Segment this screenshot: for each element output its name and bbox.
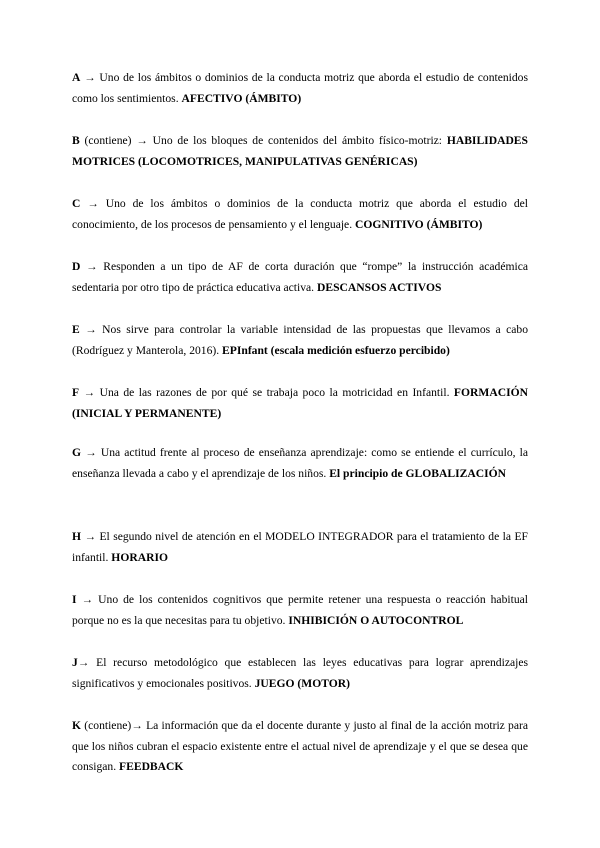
entry-letter: F — [72, 386, 80, 399]
entry-answer: El principio de GLOBALIZACIÓN — [329, 466, 507, 480]
entry-definition: → Uno de los ámbitos o dominios de la conducta motriz que aborda el estudio del conocimiento, de los procesos de pensamiento y el lenguaje. — [72, 197, 528, 231]
entry-letter: J — [72, 656, 78, 669]
entry-f — [72, 383, 528, 424]
entry-letter: B — [72, 134, 80, 147]
entry-e — [72, 320, 528, 361]
entry-answer: JUEGO (MOTOR) — [254, 676, 351, 690]
entry-definition: → El segundo nivel de atención en el MODELO INTEGRADOR para el tratamiento de la EF infantil. — [72, 530, 528, 564]
entry-answer: HABILIDADES MOTRICES (LOCOMOTRICES, MANIPULATIVAS GENÉRICAS) — [72, 134, 528, 168]
entry-letter: I — [72, 593, 77, 606]
entry-h — [72, 527, 528, 568]
entry-definition: (contiene)→ La información que da el docente durante y justo al final de la acción motriz para que los niños cubran el espacio existente entre el actual nivel de aprendizaje y el que se desea que consigan. — [72, 719, 528, 773]
entry-d — [72, 257, 528, 298]
entry-letter: C — [72, 197, 81, 210]
entry-letter: E — [72, 323, 80, 336]
entry-letter: A — [72, 71, 81, 84]
entry-letter: K — [72, 719, 82, 732]
entry-g — [72, 443, 528, 484]
entry-answer: HORARIO — [111, 550, 168, 564]
entry-answer: FORMACIÓN (INICIAL Y PERMANENTE) — [72, 386, 528, 420]
entry-i — [72, 590, 528, 631]
entry-letter: H — [72, 530, 82, 543]
entry-letter: G — [72, 446, 82, 459]
entry-answer: AFECTIVO (ÁMBITO) — [181, 91, 302, 105]
entry-answer: DESCANSOS ACTIVOS — [316, 280, 442, 294]
entry-definition: → Una de las razones de por qué se trabaja poco la motricidad en Infantil. — [79, 386, 454, 399]
entry-answer: EPInfant (escala medición esfuerzo percibido) — [222, 343, 450, 357]
entry-definition: → El recurso metodológico que establecen las leyes educativas para lograr aprendizajes significativos y emocionales positivos. — [72, 656, 528, 690]
entry-j — [72, 653, 528, 694]
entry-k — [72, 716, 528, 778]
entry-definition: → Una actitud frente al proceso de enseñanza aprendizaje: como se entiende el currículo, la enseñanza llevada a cabo y el aprendizaje de los niños. — [72, 446, 528, 480]
entry-c — [72, 194, 528, 235]
entry-definition: → Nos sirve para controlar la variable intensidad de las propuestas que llevamos a cabo (Rodríguez y Manterola, 2016). — [72, 323, 528, 357]
entry-definition: → Uno de los ámbitos o dominios de la conducta motriz que aborda el estudio de contenidos como los sentimientos. — [72, 71, 528, 105]
entry-definition: → Responden a un tipo de AF de corta duración que “rompe” la instrucción académica sedentaria por otro tipo de práctica educativa activa. — [72, 260, 528, 294]
entry-a — [72, 68, 528, 109]
entry-answer: FEEDBACK — [119, 760, 184, 773]
entry-b — [72, 131, 528, 172]
entry-definition: → Uno de los contenidos cognitivos que permite retener una respuesta o reacción habitual porque no es la que necesitas para tu objetivo. — [72, 593, 528, 627]
entry-letter: D — [72, 260, 81, 273]
entry-answer: COGNITIVO (ÁMBITO) — [355, 217, 483, 231]
entry-answer: INHIBICIÓN O AUTOCONTROL — [288, 613, 464, 627]
entry-definition: (contiene) → Uno de los bloques de contenidos del ámbito físico-motriz: — [79, 134, 447, 147]
